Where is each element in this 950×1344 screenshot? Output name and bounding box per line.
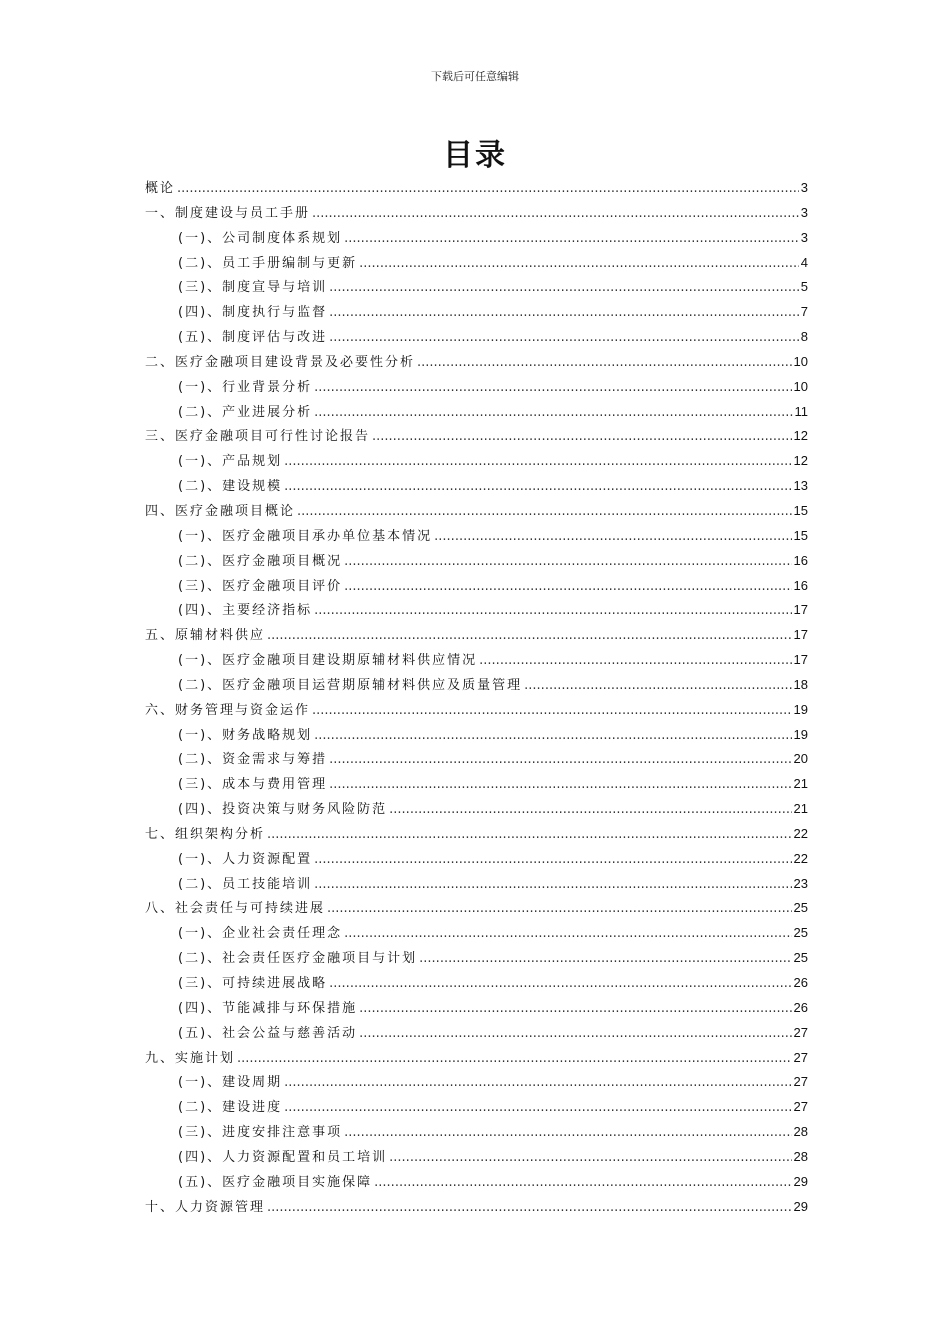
toc-entry-label: 六、财务管理与资金运作 — [145, 702, 311, 718]
toc-entry-page: 7 — [800, 304, 808, 320]
toc-entry-label: (一)、产品规划 — [178, 454, 283, 470]
toc-entry-page: 17 — [793, 627, 808, 643]
toc-dot-leader — [267, 823, 792, 848]
toc-entry[interactable] — [145, 549, 808, 574]
toc-entry[interactable] — [145, 698, 808, 723]
toc-entry-page: 16 — [793, 552, 808, 568]
toc-entry-label: (四)、投资决策与财务风险防范 — [178, 802, 388, 818]
toc-entry-label: (一)、医疗金融项目承办单位基本情况 — [178, 528, 433, 544]
toc-entry[interactable] — [145, 872, 808, 897]
toc-entry-label: (一)、建设周期 — [178, 1075, 283, 1091]
toc-entry-page: 17 — [793, 652, 808, 668]
toc-entry-page: 17 — [793, 602, 808, 618]
toc-entry[interactable] — [145, 747, 808, 772]
toc-entry-page: 10 — [793, 353, 808, 369]
toc-entry[interactable] — [145, 499, 808, 524]
toc-entry[interactable] — [145, 449, 808, 474]
toc-entry[interactable] — [145, 623, 808, 648]
toc-entry-page: 10 — [793, 378, 808, 394]
toc-entry-label: (四)、制度执行与监督 — [178, 305, 328, 321]
toc-entry-label: (四)、人力资源配置和员工培训 — [178, 1149, 388, 1165]
toc-entry[interactable] — [145, 723, 808, 748]
toc-entry-label: 八、社会责任与可持续进展 — [145, 901, 326, 917]
toc-entry-label: (二)、医疗金融项目概况 — [178, 553, 343, 569]
toc-dot-leader — [284, 1096, 791, 1121]
toc-entry-page: 29 — [793, 1198, 808, 1214]
toc-entry-page: 15 — [793, 502, 808, 518]
table-of-contents — [145, 176, 808, 1219]
toc-entry[interactable] — [145, 1021, 808, 1046]
toc-dot-leader — [284, 450, 791, 475]
toc-entry-label: (五)、社会公益与慈善活动 — [178, 1025, 358, 1041]
toc-entry-page: 27 — [793, 1099, 808, 1115]
toc-dot-leader — [267, 624, 792, 649]
toc-entry-page: 19 — [793, 701, 808, 717]
toc-entry[interactable] — [145, 300, 808, 325]
toc-dot-leader — [389, 798, 791, 823]
toc-entry-page: 22 — [793, 850, 808, 866]
toc-entry-page: 27 — [793, 1049, 808, 1065]
toc-dot-leader — [344, 1121, 791, 1146]
toc-entry-page: 8 — [800, 329, 808, 345]
toc-dot-leader — [434, 525, 791, 550]
toc-entry-label: 三、医疗金融项目可行性讨论报告 — [145, 429, 371, 445]
toc-entry-label: (一)、公司制度体系规划 — [178, 230, 343, 246]
toc-entry-label: 一、制度建设与员工手册 — [145, 205, 311, 221]
toc-entry-page: 25 — [793, 925, 808, 941]
toc-dot-leader — [344, 575, 791, 600]
toc-dot-leader — [312, 699, 792, 724]
toc-entry-label: 十、人力资源管理 — [145, 1199, 266, 1215]
toc-entry-label: (二)、资金需求与筹措 — [178, 752, 328, 768]
toc-entry-page: 11 — [794, 403, 808, 419]
toc-dot-leader — [329, 276, 799, 301]
toc-dot-leader — [419, 947, 791, 972]
toc-dot-leader — [359, 997, 791, 1022]
toc-entry-page: 25 — [793, 950, 808, 966]
header-note: 下载后可任意编辑 — [431, 70, 519, 83]
toc-entry-label: (五)、医疗金融项目实施保障 — [178, 1174, 373, 1190]
toc-entry[interactable] — [145, 1095, 808, 1120]
toc-entry-page: 27 — [793, 1074, 808, 1090]
toc-dot-leader — [297, 500, 792, 525]
toc-entry-label: (二)、医疗金融项目运营期原辅材料供应及质量管理 — [178, 677, 523, 693]
toc-entry-page: 21 — [793, 801, 808, 817]
toc-entry-page: 12 — [793, 453, 808, 469]
toc-entry-label: (三)、医疗金融项目评价 — [178, 578, 343, 594]
toc-dot-leader — [344, 227, 799, 252]
toc-entry[interactable] — [145, 474, 808, 499]
toc-entry-label: (三)、制度宣导与培训 — [178, 280, 328, 296]
toc-entry-page: 27 — [793, 1024, 808, 1040]
toc-entry[interactable] — [145, 350, 808, 375]
toc-entry-page: 26 — [793, 975, 808, 990]
toc-dot-leader — [344, 550, 791, 575]
toc-dot-leader — [177, 177, 799, 202]
toc-entry[interactable] — [145, 1195, 808, 1220]
toc-entry[interactable] — [145, 375, 808, 400]
toc-entry-label: (一)、行业背景分析 — [178, 379, 313, 395]
toc-entry-page: 16 — [793, 577, 808, 593]
toc-dot-leader — [314, 848, 791, 873]
toc-entry-label: (二)、员工技能培训 — [178, 876, 313, 892]
toc-entry-label: (二)、建设规模 — [178, 479, 283, 495]
toc-entry-page: 23 — [793, 875, 808, 891]
toc-entry-page: 26 — [793, 999, 808, 1015]
toc-entry-label: (二)、建设进度 — [178, 1100, 283, 1116]
toc-entry[interactable] — [145, 847, 808, 872]
toc-entry[interactable] — [145, 1145, 808, 1170]
toc-entry-page: 22 — [793, 825, 808, 841]
toc-entry[interactable] — [145, 1046, 808, 1071]
toc-dot-leader — [314, 376, 791, 401]
toc-entry-label: (四)、节能减排与环保措施 — [178, 1000, 358, 1016]
toc-entry-label: (四)、主要经济指标 — [178, 603, 313, 619]
toc-entry[interactable] — [145, 822, 808, 847]
toc-entry-page: 19 — [793, 726, 808, 742]
toc-entry-label: (三)、成本与费用管理 — [178, 777, 328, 793]
toc-entry[interactable] — [145, 226, 808, 251]
toc-entry[interactable] — [145, 275, 808, 300]
toc-dot-leader — [389, 1146, 791, 1171]
toc-entry-label: (一)、企业社会责任理念 — [178, 926, 343, 942]
toc-entry-label: 九、实施计划 — [145, 1050, 236, 1066]
toc-dot-leader — [329, 972, 791, 997]
toc-dot-leader — [372, 425, 792, 450]
toc-entry-page: 5 — [800, 279, 808, 295]
toc-dot-leader — [314, 599, 791, 624]
toc-entry-page: 29 — [793, 1173, 808, 1189]
toc-dot-leader — [327, 897, 792, 922]
toc-entry-page: 28 — [793, 1148, 808, 1164]
toc-dot-leader — [314, 873, 791, 898]
toc-entry-label: (二)、员工手册编制与更新 — [178, 255, 358, 271]
toc-entry[interactable] — [145, 325, 808, 350]
toc-dot-leader — [359, 252, 799, 277]
toc-entry[interactable] — [145, 176, 808, 201]
toc-dot-leader — [329, 301, 799, 326]
toc-entry[interactable] — [145, 896, 808, 921]
toc-dot-leader — [359, 1022, 791, 1047]
toc-entry-label: (三)、进度安排注意事项 — [178, 1125, 343, 1141]
toc-entry-label: (三)、可持续进展战略 — [178, 976, 328, 991]
toc-entry[interactable] — [145, 424, 808, 449]
toc-entry[interactable] — [145, 772, 808, 797]
toc-entry-page: 20 — [793, 751, 808, 767]
toc-entry-page: 3 — [800, 180, 808, 195]
toc-entry-label: (二)、社会责任医疗金融项目与计划 — [178, 951, 418, 967]
toc-entry-page: 12 — [793, 428, 808, 444]
toc-entry[interactable] — [145, 921, 808, 946]
toc-entry[interactable] — [145, 1070, 808, 1095]
toc-entry-label: 七、组织架构分析 — [145, 826, 266, 842]
toc-entry-label: 概论 — [145, 181, 176, 196]
toc-entry-label: (一)、财务战略规划 — [178, 727, 313, 743]
toc-entry-page: 21 — [793, 776, 808, 792]
toc-entry-page: 25 — [793, 900, 808, 916]
toc-dot-leader — [374, 1171, 791, 1196]
toc-entry[interactable] — [145, 648, 808, 673]
toc-dot-leader — [267, 1196, 792, 1221]
toc-dot-leader — [417, 351, 792, 376]
toc-dot-leader — [284, 1071, 791, 1096]
toc-entry[interactable] — [145, 574, 808, 599]
toc-dot-leader — [329, 773, 791, 798]
toc-entry-page: 13 — [793, 478, 808, 494]
toc-entry[interactable] — [145, 524, 808, 549]
toc-entry[interactable] — [145, 598, 808, 623]
toc-entry-label: (五)、制度评估与改进 — [178, 330, 328, 346]
toc-entry[interactable] — [145, 797, 808, 822]
toc-entry-page: 4 — [800, 254, 808, 270]
toc-entry-label: (一)、人力资源配置 — [178, 851, 313, 867]
toc-entry-page: 15 — [793, 527, 808, 543]
toc-dot-leader — [329, 748, 791, 773]
toc-dot-leader — [479, 649, 791, 674]
toc-entry-page: 3 — [800, 229, 808, 245]
toc-entry-label: 二、医疗金融项目建设背景及必要性分析 — [145, 354, 416, 370]
toc-entry[interactable] — [145, 201, 808, 226]
toc-entry-page: 3 — [800, 204, 808, 220]
toc-dot-leader — [344, 922, 791, 947]
toc-entry[interactable] — [145, 946, 808, 971]
toc-entry-label: 五、原辅材料供应 — [145, 628, 266, 644]
toc-entry-page: 28 — [793, 1124, 808, 1140]
toc-dot-leader — [314, 401, 792, 426]
toc-entry[interactable] — [145, 673, 808, 698]
toc-entry-label: (一)、医疗金融项目建设期原辅材料供应情况 — [178, 653, 478, 669]
toc-entry-label: (二)、产业进展分析 — [178, 404, 313, 420]
toc-dot-leader — [312, 202, 799, 227]
toc-entry[interactable] — [145, 400, 808, 425]
toc-entry-label: 四、医疗金融项目概论 — [145, 503, 296, 519]
toc-dot-leader — [524, 674, 791, 699]
toc-entry[interactable] — [145, 996, 808, 1021]
toc-title: 目录 — [443, 138, 507, 173]
toc-dot-leader — [284, 475, 791, 500]
toc-entry[interactable] — [145, 1120, 808, 1145]
toc-dot-leader — [237, 1047, 792, 1072]
toc-dot-leader — [329, 326, 799, 351]
toc-entry[interactable] — [145, 971, 808, 996]
toc-entry-page: 18 — [793, 676, 808, 692]
toc-entry[interactable] — [145, 1170, 808, 1195]
toc-entry[interactable] — [145, 251, 808, 276]
toc-dot-leader — [314, 724, 791, 749]
